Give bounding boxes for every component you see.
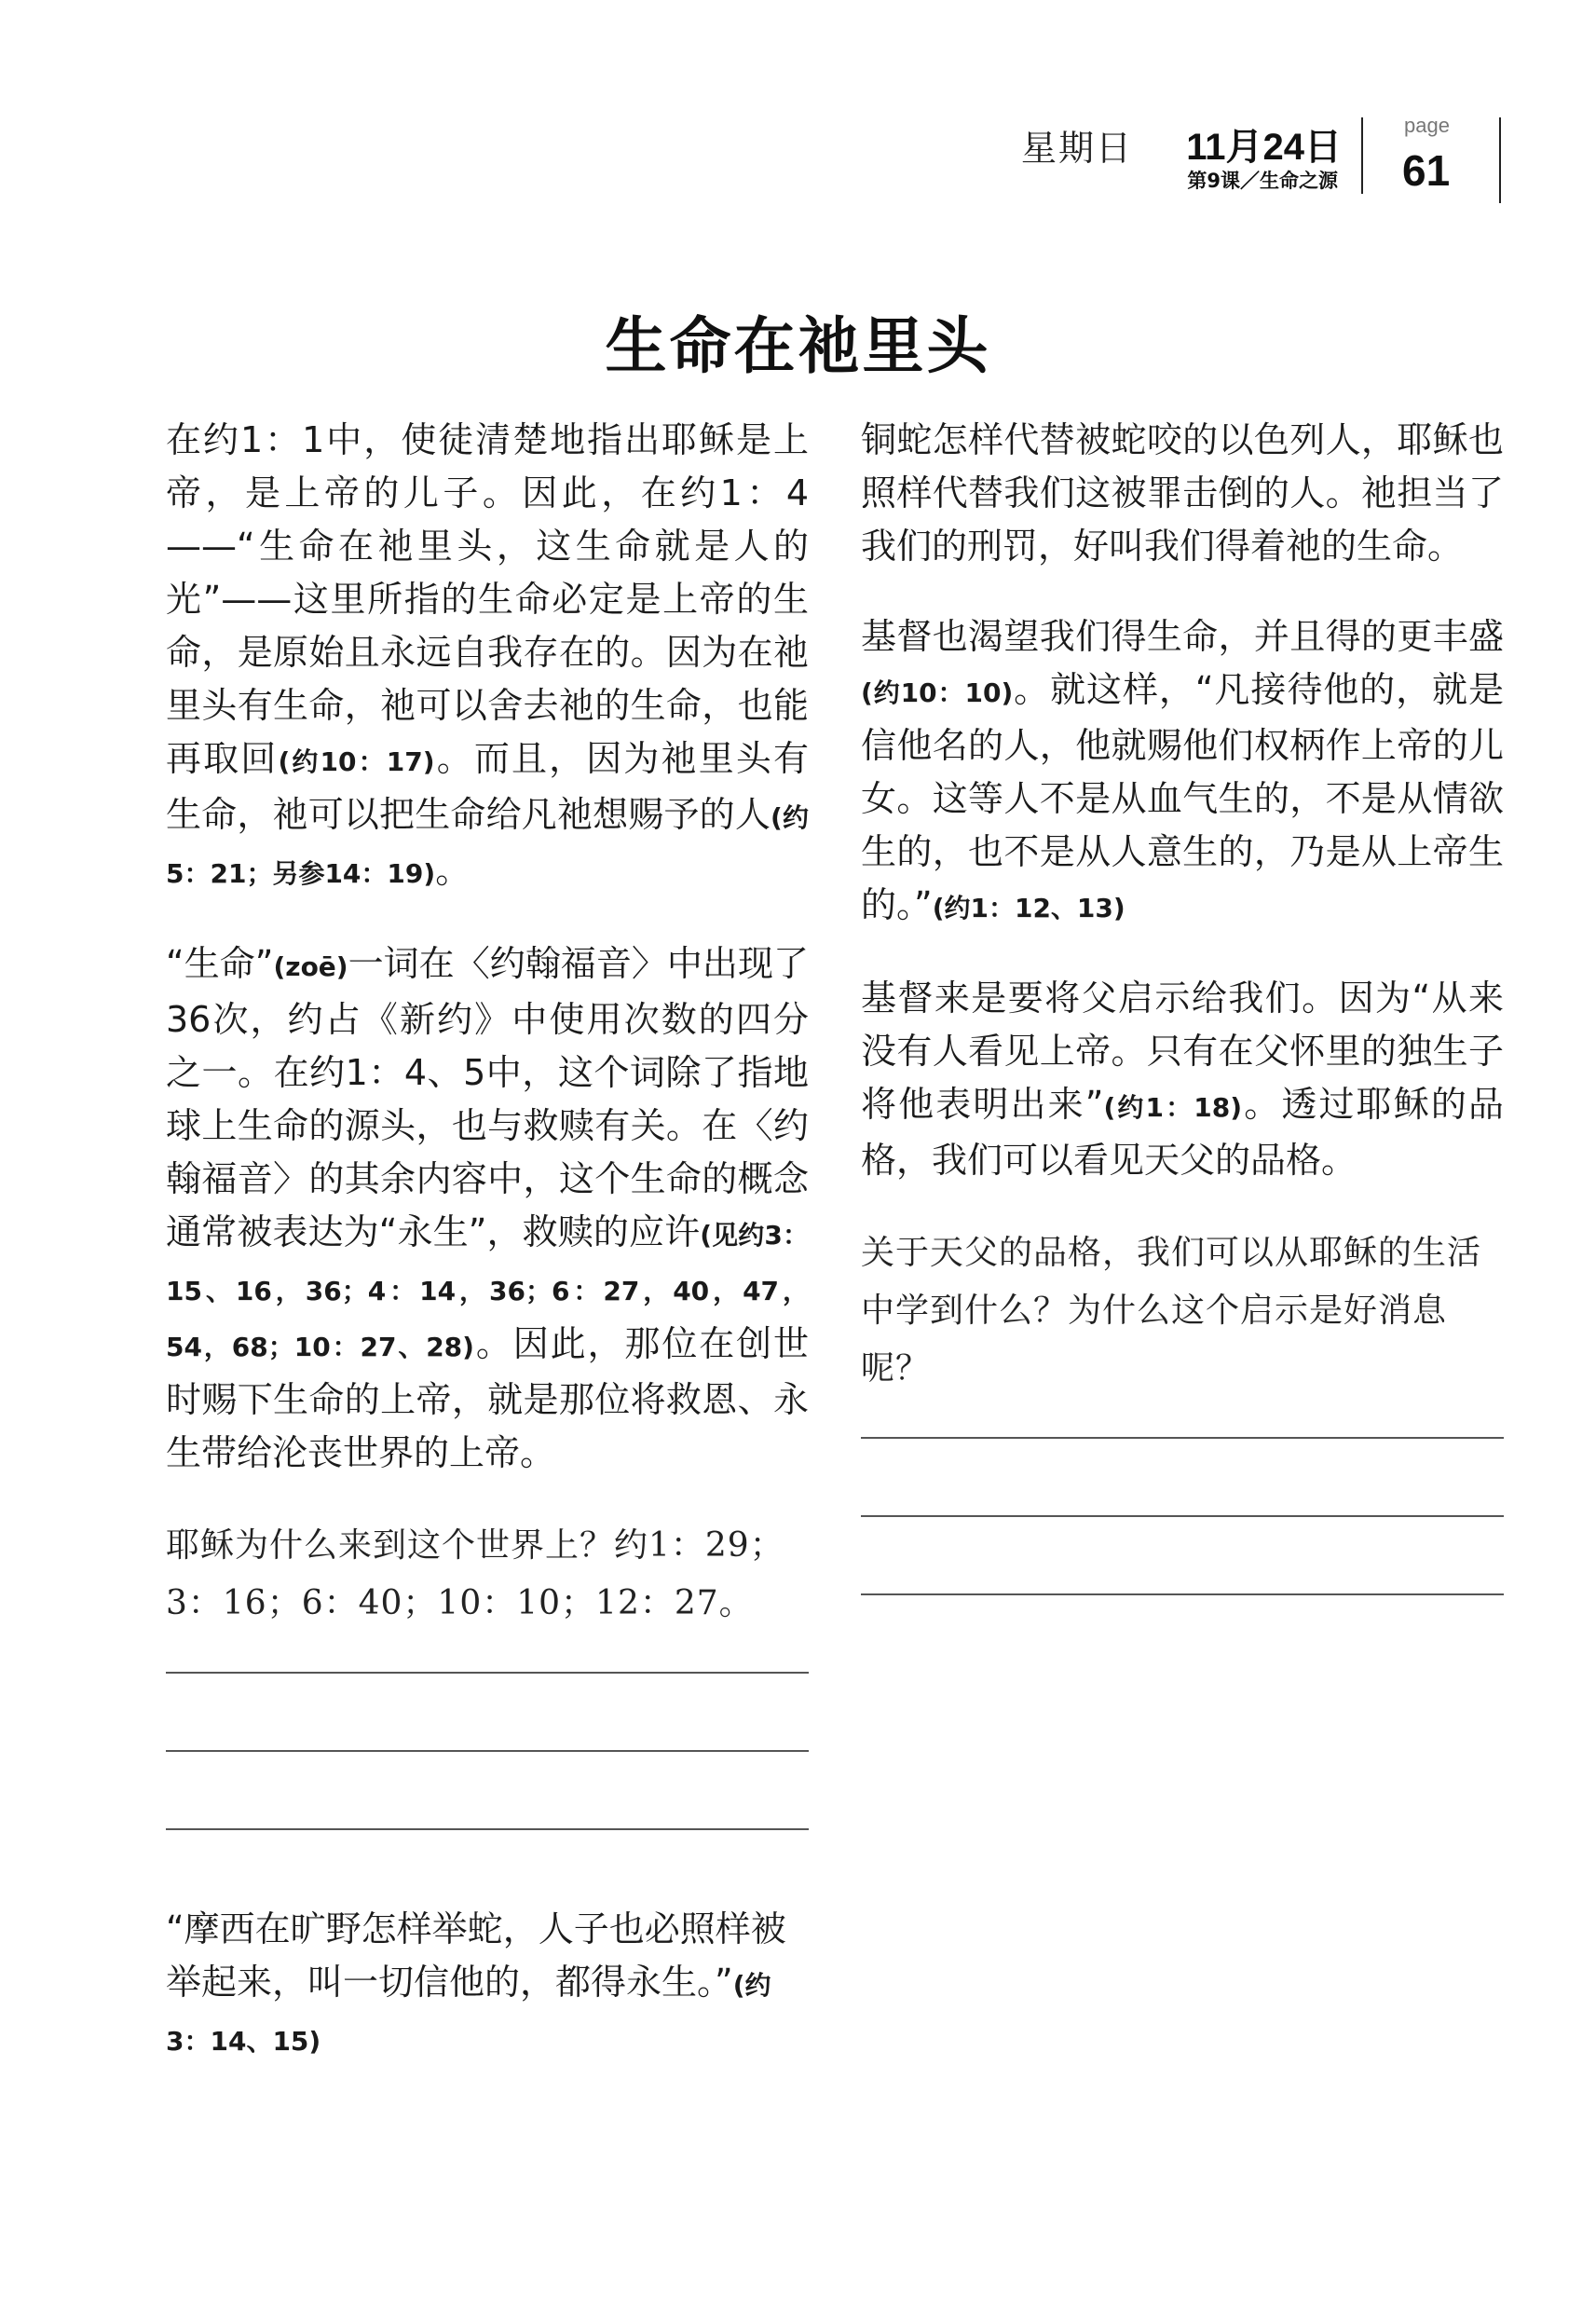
header-divider xyxy=(1361,117,1363,194)
header-divider-right xyxy=(1499,117,1501,203)
memory-verse-text: “摩西在旷野怎样举蛇，人子也必照样被举起来，叫一切信他的，都得永生。” xyxy=(166,1908,786,2003)
paragraph-text: 基督也渴望我们得生命，并且得的更丰盛 xyxy=(861,616,1504,657)
paragraph-text: 在约1：1中，使徒清楚地指出耶稣是上帝，是上帝的儿子。因此，在约1：4——“生命在祂里头，这生命就是人的光”——这里所指的生命必定是上帝的生命，是原始且永远自我存在的。因为在祂里头有生命，祂可以舍去祂的生命，也能再取回 xyxy=(166,419,809,779)
scripture-reference: (约5：21；另参14：19) xyxy=(166,802,809,889)
paragraph-text: 。因此，那位在创世时赐下生命的上帝，就是那位将救恩、永生带给沦丧世界的上帝。 xyxy=(166,1323,809,1473)
scripture-reference: (约1：18) xyxy=(1103,1092,1243,1123)
scripture-reference: (约1：12、13) xyxy=(932,893,1125,923)
paragraph xyxy=(166,937,809,1480)
study-question: 耶稣为什么来到这个世界上？约1：29；3：16；6：40；10：10；12：27。 xyxy=(166,1526,784,1622)
answer-line[interactable] xyxy=(166,1750,809,1752)
scripture-reference: (zoē) xyxy=(273,951,348,982)
scripture-reference: (约3：14、15) xyxy=(166,1970,771,2057)
scripture-reference: (见约3：15、16，36；4：14，36；6：27，40，47，54，68；10：27、28) xyxy=(166,1220,809,1362)
paragraph xyxy=(861,610,1504,935)
scripture-reference: (约10：10) xyxy=(861,677,1014,708)
page-number: 61 xyxy=(1402,146,1451,195)
page-title: 生命在祂里头 xyxy=(605,309,991,382)
date-label: 11月24日 xyxy=(1186,127,1342,168)
memory-verse xyxy=(166,1903,809,2068)
paragraph-text: 。 xyxy=(435,850,471,891)
left-column xyxy=(166,414,809,2068)
lesson-label: 第9课／生命之源 xyxy=(1187,170,1338,192)
answer-line[interactable] xyxy=(861,1515,1504,1517)
paragraph-text: 。透过耶稣的品格，我们可以看见天父的品格。 xyxy=(861,1084,1504,1181)
paragraph xyxy=(166,414,809,900)
paragraph xyxy=(861,972,1504,1187)
answer-line[interactable] xyxy=(166,1828,809,1830)
paragraph-text: 。而且，因为祂里头有生命，祂可以把生命给凡祂想赐予的人 xyxy=(166,738,809,835)
page-word: page xyxy=(1404,114,1450,137)
page-header xyxy=(0,110,1596,212)
paragraph-text: 一词在〈约翰福音〉中出现了36次，约占《新约》中使用次数的四分之一。在约1：4、5中，这个词除了指地球上生命的源头，也与救赎有关。在〈约翰福音〉的其余内容中，这个生命的概念通常被表达为“永生”，救赎的应许 xyxy=(166,943,809,1252)
answer-line[interactable] xyxy=(861,1437,1504,1439)
paragraph-text: 铜蛇怎样代替被蛇咬的以色列人，耶稣也照样代替我们这被罪击倒的人。祂担当了我们的刑罚，好叫我们得着祂的生命。 xyxy=(861,419,1504,567)
paragraph-text: 。就这样，“凡接待他的，就是信他名的人，他就赐他们权柄作上帝的儿女。这等人不是从血气生的，不是从情欲生的，也不是从人意生的，乃是从上帝生的。” xyxy=(861,669,1504,925)
scripture-reference: (约10：17) xyxy=(278,746,435,777)
right-column xyxy=(861,414,1504,1595)
paragraph-text: “生命” xyxy=(166,943,274,984)
paragraph-text: 基督来是要将父启示给我们。因为“从来没有人看见上帝。只有在父怀里的独生子将他表明出来” xyxy=(861,978,1504,1125)
study-question: 关于天父的品格，我们可以从耶稣的生活中学到什么？为什么这个启示是好消息呢？ xyxy=(861,1234,1482,1388)
weekday-label: 星期日 xyxy=(1020,128,1133,169)
answer-line[interactable] xyxy=(166,1672,809,1674)
paragraph xyxy=(861,414,1504,573)
answer-line[interactable] xyxy=(861,1593,1504,1595)
